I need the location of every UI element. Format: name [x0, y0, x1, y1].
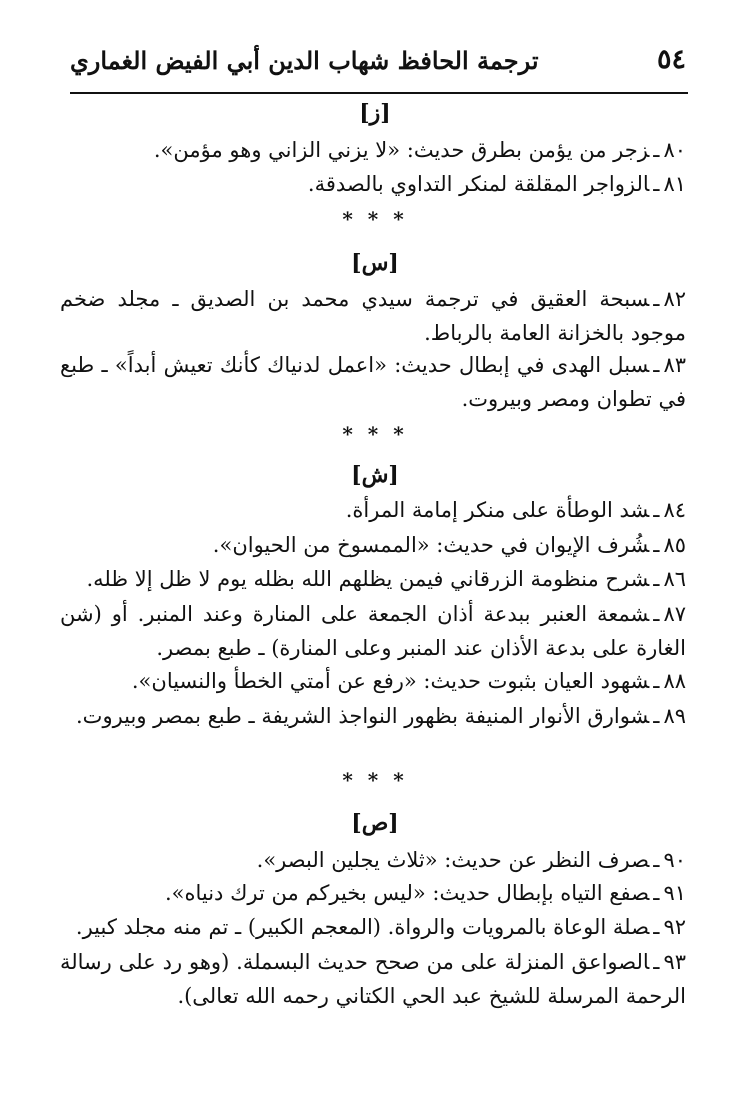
entry-text: شرح منظومة الزرقاني فيمن يظلهم الله بظله يوم لا ظل إلا ظله.	[86, 567, 650, 591]
list-item: ٩٣ـالصواعق المنزلة على من صحح حديث البسملة. (وهو رد على رسالة الرحمة المرسلة للشيخ عبد الحي الكتاني رحمه الله تعالى).	[60, 950, 686, 1008]
entry-text: زجر من يؤمن بطرق حديث: «لا يزني الزاني وهو مؤمن».	[153, 138, 650, 162]
entry-text: سبحة العقيق في ترجمة سيدي محمد بن الصديق ـ مجلد ضخم موجود بالخزانة العامة بالرباط.	[60, 287, 686, 345]
entry-text: الصواعق المنزلة على من صحح حديث البسملة. (وهو رد على رسالة الرحمة المرسلة للشيخ عبد الحي الكتاني رحمه الله تعالى).	[60, 950, 686, 1008]
list-item: ٨٤ـشد الوطأة على منكر إمامة المرأة.	[345, 498, 686, 522]
list-item: ٨٨ـشهود العيان بثبوت حديث: «رفع عن أمتي الخطأ والنسيان».	[131, 669, 686, 693]
section-separator: * * *	[342, 422, 408, 446]
list-item: ٨٧ـشمعة العنبر ببدعة أذان الجمعة على المنارة وعند المنبر. أو (شن الغارة على بدعة الأذان عند المنبر وعلى المنارة) ـ طبع بمصر.	[60, 602, 686, 660]
entry-text: شمعة العنبر ببدعة أذان الجمعة على المنارة وعند المنبر. أو (شن الغارة على بدعة الأذان عند المنبر وعلى المنارة) ـ طبع بمصر.	[60, 602, 686, 660]
entry-number: ٨٤	[663, 498, 686, 522]
section-heading-sheen: [ش]	[351, 462, 399, 488]
entry-text: صلة الوعاة بالمرويات والرواة. (المعجم الكبير) ـ تم منه مجلد كبير.	[75, 915, 650, 939]
entry-number: ٨٢	[663, 287, 686, 311]
entry-number: ٨٣	[663, 353, 686, 377]
entry-number: ٨٨	[663, 669, 686, 693]
entry-text: شهود العيان بثبوت حديث: «رفع عن أمتي الخطأ والنسيان».	[131, 669, 650, 693]
entry-number: ٩١	[663, 881, 686, 905]
list-item: ٩٠ـصرف النظر عن حديث: «ثلاث يجلين البصر».	[256, 848, 686, 872]
list-item: ٨٦ـشرح منظومة الزرقاني فيمن يظلهم الله بظله يوم لا ظل إلا ظله.	[86, 567, 686, 591]
list-item: ٨١ـالزواجر المقلقة لمنكر التداوي بالصدقة.	[307, 172, 686, 196]
page-number: ٥٤	[656, 44, 686, 75]
entry-number: ٨٩	[663, 704, 686, 728]
entry-number: ٨٧	[663, 602, 686, 626]
list-item: ٨٥ـشُرف الإيوان في حديث: «الممسوخ من الحيوان».	[212, 533, 686, 557]
entry-number: ٨٠	[663, 138, 686, 162]
entry-text: شوارق الأنوار المنيفة بظهور النواجذ الشريفة ـ طبع بمصر وبيروت.	[76, 704, 650, 728]
entry-text: سبل الهدى في إبطال حديث: «اعمل لدنياك كأنك تعيش أبداً» ـ طبع في تطوان ومصر وبيروت.	[60, 353, 686, 411]
header-divider	[70, 92, 688, 94]
list-item: ٩٢ـصلة الوعاة بالمرويات والرواة. (المعجم الكبير) ـ تم منه مجلد كبير.	[75, 915, 686, 939]
section-heading-seen: [س]	[351, 250, 399, 276]
entry-text: صفع التياه بإبطال حديث: «ليس بخيركم من ترك دنياه».	[164, 881, 650, 905]
entry-number: ٨٥	[663, 533, 686, 557]
entry-number: ٩٠	[663, 848, 686, 872]
entry-text: شُرف الإيوان في حديث: «الممسوخ من الحيوان».	[212, 533, 650, 557]
list-item: ٩١ـصفع التياه بإبطال حديث: «ليس بخيركم من ترك دنياه».	[164, 881, 686, 905]
running-title: ترجمة الحافظ شهاب الدين أبي الفيض الغماري	[70, 46, 539, 75]
section-separator: * * *	[342, 207, 408, 231]
entry-number: ٨٦	[663, 567, 686, 591]
section-heading-sad: [ص]	[351, 810, 399, 836]
entry-number: ٩٣	[663, 950, 686, 974]
section-separator: * * *	[342, 768, 408, 792]
list-item: ٨٢ـسبحة العقيق في ترجمة سيدي محمد بن الصديق ـ مجلد ضخم موجود بالخزانة العامة بالرباط.	[60, 287, 686, 345]
entry-text: شد الوطأة على منكر إمامة المرأة.	[345, 498, 650, 522]
entry-text: الزواجر المقلقة لمنكر التداوي بالصدقة.	[307, 172, 650, 196]
list-item: ٨٣ـسبل الهدى في إبطال حديث: «اعمل لدنياك كأنك تعيش أبداً» ـ طبع في تطوان ومصر وبيروت.	[60, 353, 686, 411]
entry-number: ٨١	[663, 172, 686, 196]
section-heading-zay: [ز]	[359, 100, 391, 126]
entry-number: ٩٢	[663, 915, 686, 939]
list-item: ٨٩ـشوارق الأنوار المنيفة بظهور النواجذ الشريفة ـ طبع بمصر وبيروت.	[76, 704, 686, 728]
entry-text: صرف النظر عن حديث: «ثلاث يجلين البصر».	[256, 848, 650, 872]
list-item: ٨٠ـزجر من يؤمن بطرق حديث: «لا يزني الزاني وهو مؤمن».	[153, 138, 686, 162]
